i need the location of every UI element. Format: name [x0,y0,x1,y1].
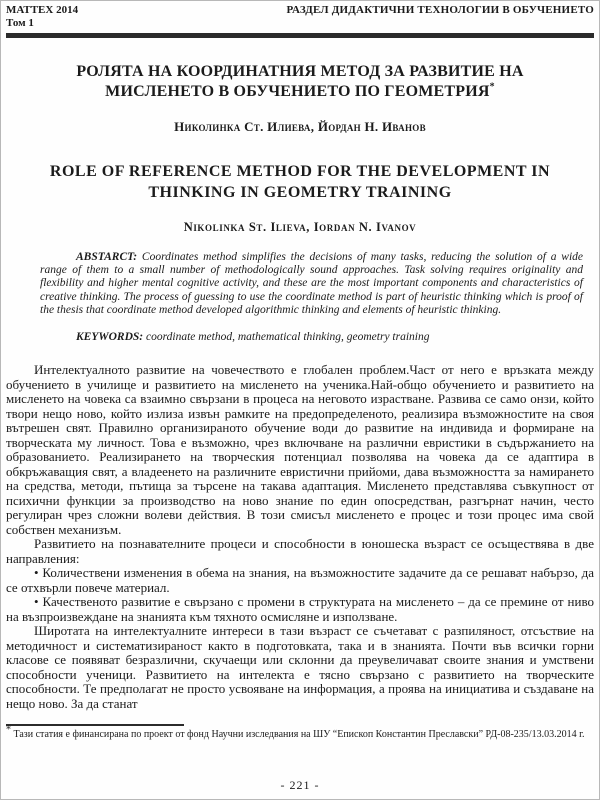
keywords-text: coordinate method, mathematical thinking, geometry training [145,331,430,344]
article-title-bg [48,62,553,101]
page-header [6,4,594,29]
bullet-item-2: • Качественото развитие е свързано с промени в структурата на мисленето – да се премине от ниво на възпроизвеждане на знанията към тяхното осмисляне и използване. [6,594,594,624]
footnote-line [6,724,594,741]
footnote-marker: * [6,724,11,736]
footnote-rule [6,724,184,726]
bullet-item-1: • Количествени изменения в обема на знания, на възможностите задачите да се решават набързо, да се отхвърли повече материал. [6,565,594,595]
keywords [40,331,583,344]
authors-bg: Николинка Ст. Илиева, Йордан Н. Иванов [174,119,426,134]
page-number: - 221 - [280,778,320,792]
volume-label: Том 1 [6,16,34,29]
header-double-rule [6,33,594,38]
abstract [40,251,583,317]
header-left [6,4,78,29]
abstract-text: Coordinates method simplifies the decisions of many tasks, reducing the solution of a wide range of them to a small number of methodologically sound approaches. Task solving requires originality and flexibility and higher mental cognitive activity, and these are the most important components and characteristics of creative thinking. The process of guessing to use the coordinate method is part of heuristic thinking which is proof of the thesis that coordinate method developed algorithmic thinking and elements of heuristic thinking. [40,251,583,316]
article-title-en: ROLE OF REFERENCE METHOD FOR THE DEVELOPMENT IN THINKING IN GEOMETRY TRAINING [49,163,551,201]
footnote [6,724,594,741]
article-title-bg-text: РОЛЯТА НА КООРДИНАТНИЯ МЕТОД ЗА РАЗВИТИЕ НА МИСЛЕНЕТО В ОБУЧЕНИЕТО ПО ГЕОМЕТРИЯ [76,63,524,100]
article-body [6,363,594,711]
authors-en: Nikolinka St. Ilieva, Iordan N. Ivanov [183,220,417,234]
body-paragraph-3: Широтата на интелектуалните интереси в тази възраст се съчетават с разпиляност, отсъствие на методичност и систематизираност както в подготовката, така и в знанията. Почти във всички горни класове се появяват безразлични, скучаещи или склонни да преувеличават своите знания и умствени способности ученици. Развитието на интелекта е тясно свързано с развитието на творческите способности. Те предполагат не просто усвояване на информация, а проява на инициатива и създаване на нещо ново. За да станат [6,623,594,711]
keywords-label: KEYWORDS: [76,331,144,344]
title-footnote-marker: * [489,81,495,93]
body-paragraph-2: Развитието на познавателните процеси и способности в юношеска възраст се осъществява в две направления: [6,536,594,566]
abstract-label: ABSTARCT: [76,251,138,263]
footnote-text: Тази статия е финансирана по проект от фонд Научни изследвания на ШУ “Епископ Константин Преславски” РД-08-235/13.03.2014 г. [13,729,585,740]
body-paragraph-1: Интелектуалното развитие на човечеството е глобален проблем.Част от него е връзката между обучението в училище и развитието на мисленето на ученика.Най-общо обучението и развитието на мисленето на човека са взаимно свързани в процеса на неговото израстване. Развива се само онзи, който твори нещо ново, който излиза извън рамките на предопределеното, реализира възможностите на своя вътрешен свят. Правилно организираното обучение води до развитие на индивида и формиране на творческата му личност. Това е възможно, чрез включване на различни евристики в съдържанието на образованието. Реализирането на творческия потенциал позволява на човека да се адаптира в обкръжаващия свят, а владеенето на различните евристични прийоми, дава възможността за намирането на средства, методи, пътища за търсене на такава адаптация. Мисленето представлява съвкупност от психични функции за производство на ново знание по един опосредстван, разгърнат начин, често регулиран чрез сложни волеви действия. В този смисъл мисленето е процес и този процес има свой собствен механизъм. [6,362,594,537]
section-label: РАЗДЕЛ ДИДАКТИЧНИ ТЕХНОЛОГИИ В ОБУЧЕНИЕТО [286,4,594,16]
journal-title: МАТТЕХ 2014 [6,4,79,16]
